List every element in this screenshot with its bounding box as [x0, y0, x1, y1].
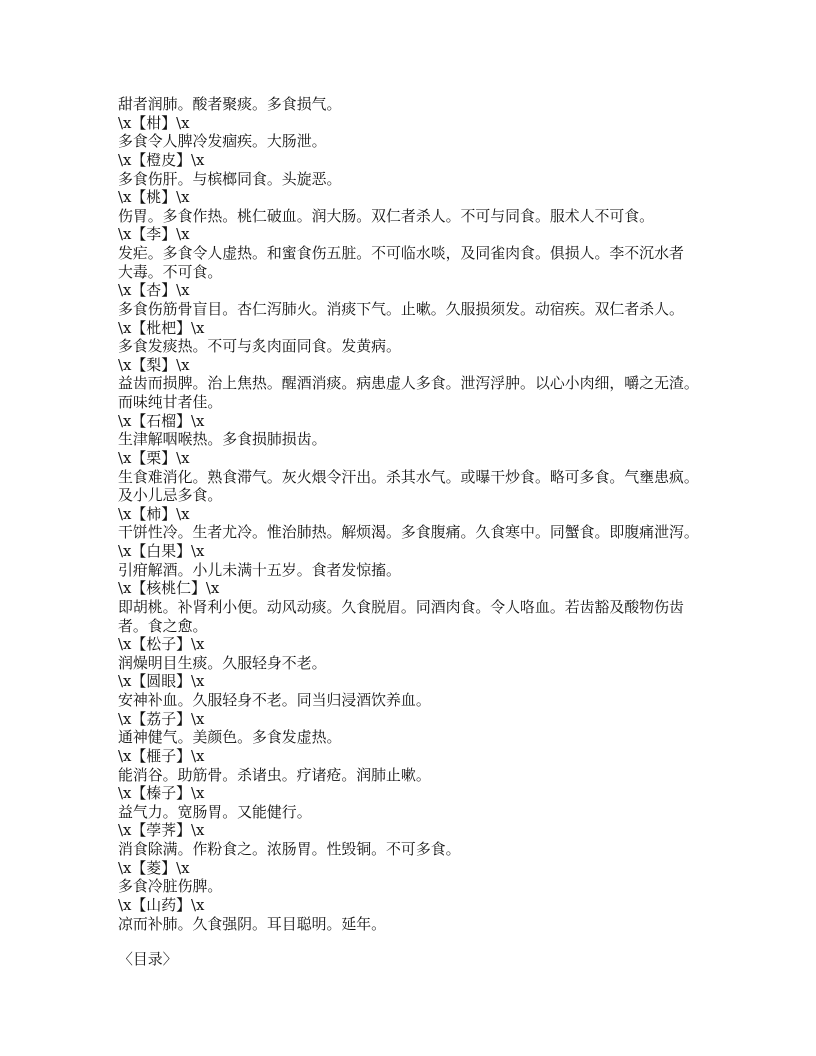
entry-text: 通神健气。美颜色。多食发虚热。	[118, 728, 342, 747]
entry-heading-biqi: \x【荸荠】\x	[118, 821, 205, 840]
entry-heading-feizi: \x【榧子】\x	[118, 746, 205, 765]
entry-heading-pipa: \x【枇杷】\x	[118, 318, 205, 337]
entry-heading-hetaoren: \x【核桃仁】\x	[118, 579, 220, 598]
entry-text: 生食难消化。熟食滞气。灰火煨令汗出。杀其水气。或曝干炒食。略可多食。气壅患疯。	[118, 467, 699, 486]
entry-heading-ling: \x【菱】\x	[118, 858, 190, 877]
entry-text: 即胡桃。补肾利小便。动风动痰。久食脱眉。同酒肉食。令人咯血。若齿豁及酸物伤齿	[118, 597, 684, 616]
entry-heading-shanyao: \x【山药】\x	[118, 895, 205, 914]
entry-text: 生津解咽喉热。多食损肺损齿。	[118, 430, 327, 449]
entry-text: 能消谷。助筋骨。杀诸虫。疗诸疮。润肺止嗽。	[118, 765, 431, 784]
entry-heading-li-plum: \x【李】\x	[118, 225, 190, 244]
entry-heading-shi: \x【柿】\x	[118, 504, 190, 523]
entry-text: 凉而补肺。久食强阴。耳目聪明。延年。	[118, 914, 387, 933]
entry-text: 安神补血。久服轻身不老。同当归浸酒饮养血。	[118, 691, 431, 709]
document-page	[118, 95, 699, 969]
entry-text: 多食发痰热。不可与炙肉面同食。发黄病。	[118, 337, 401, 356]
entry-text: 发疟。多食令人虚热。和蜜食伤五脏。不可临水啖，及同雀肉食。俱损人。李不沉水者	[118, 244, 684, 262]
entry-text: 益齿而损脾。治上焦热。醒酒消痰。病患虚人多食。泄泻浮肿。以心小肉细，嚼之无渣。	[118, 374, 699, 393]
entry-heading-shiliu: \x【石榴】\x	[118, 411, 205, 430]
entry-text: 多食伤肝。与槟榔同食。头旋恶。	[118, 169, 342, 188]
entry-heading-xing: \x【杏】\x	[118, 281, 190, 300]
intro-text: 甜者润肺。酸者聚痰。多食损气。	[118, 95, 342, 113]
entry-heading-li-chestnut: \x【栗】\x	[118, 448, 190, 467]
entry-text: 引疳解酒。小儿未满十五岁。食者发惊搐。	[118, 560, 401, 579]
entry-text: 及小儿忌多食。	[118, 486, 223, 505]
entry-text: 多食令人脾冷发痼疾。大肠泄。	[118, 132, 327, 151]
entry-text: 润燥明目生痰。久服轻身不老。	[118, 653, 327, 672]
entry-heading-zhenzi: \x【榛子】\x	[118, 784, 205, 803]
entry-heading-yuanyan: \x【圆眼】\x	[118, 672, 205, 691]
entry-heading-songzi: \x【松子】\x	[118, 635, 205, 654]
entry-text: 者。食之愈。	[118, 616, 208, 635]
entry-heading-chengpi: \x【橙皮】\x	[118, 150, 205, 169]
paragraph-gap	[118, 933, 688, 950]
entry-text: 大毒。不可食。	[118, 262, 223, 281]
entry-text: 伤胃。多食作热。桃仁破血。润大肠。双仁者杀人。不可与同食。服术人不可食。	[118, 206, 655, 225]
entry-heading-lizi: \x【荔子】\x	[118, 709, 205, 728]
entry-heading-baiguo: \x【白果】\x	[118, 542, 205, 560]
entry-heading-li-pear: \x【梨】\x	[118, 355, 190, 374]
entry-text: 而味纯甘者佳。	[118, 393, 223, 411]
entry-heading-gan: \x【柑】\x	[118, 113, 190, 132]
entry-text: 消食除满。作粉食之。浓肠胃。性毁铜。不可多食。	[118, 840, 461, 858]
entry-heading-tao: \x【桃】\x	[118, 188, 190, 207]
table-of-contents-link[interactable]: 〈目录〉	[118, 950, 178, 969]
entry-text: 多食冷脏伤脾。	[118, 877, 223, 896]
entry-text: 多食伤筋骨盲目。杏仁泻肺火。消痰下气。止嗽。久服损须发。动宿疾。双仁者杀人。	[118, 299, 684, 318]
entry-text: 干饼性冷。生者尤冷。惟治肺热。解烦渴。多食腹痛。久食寒中。同蟹食。即腹痛泄泻。	[118, 523, 699, 542]
entry-text: 益气力。宽肠胃。又能健行。	[118, 802, 312, 821]
